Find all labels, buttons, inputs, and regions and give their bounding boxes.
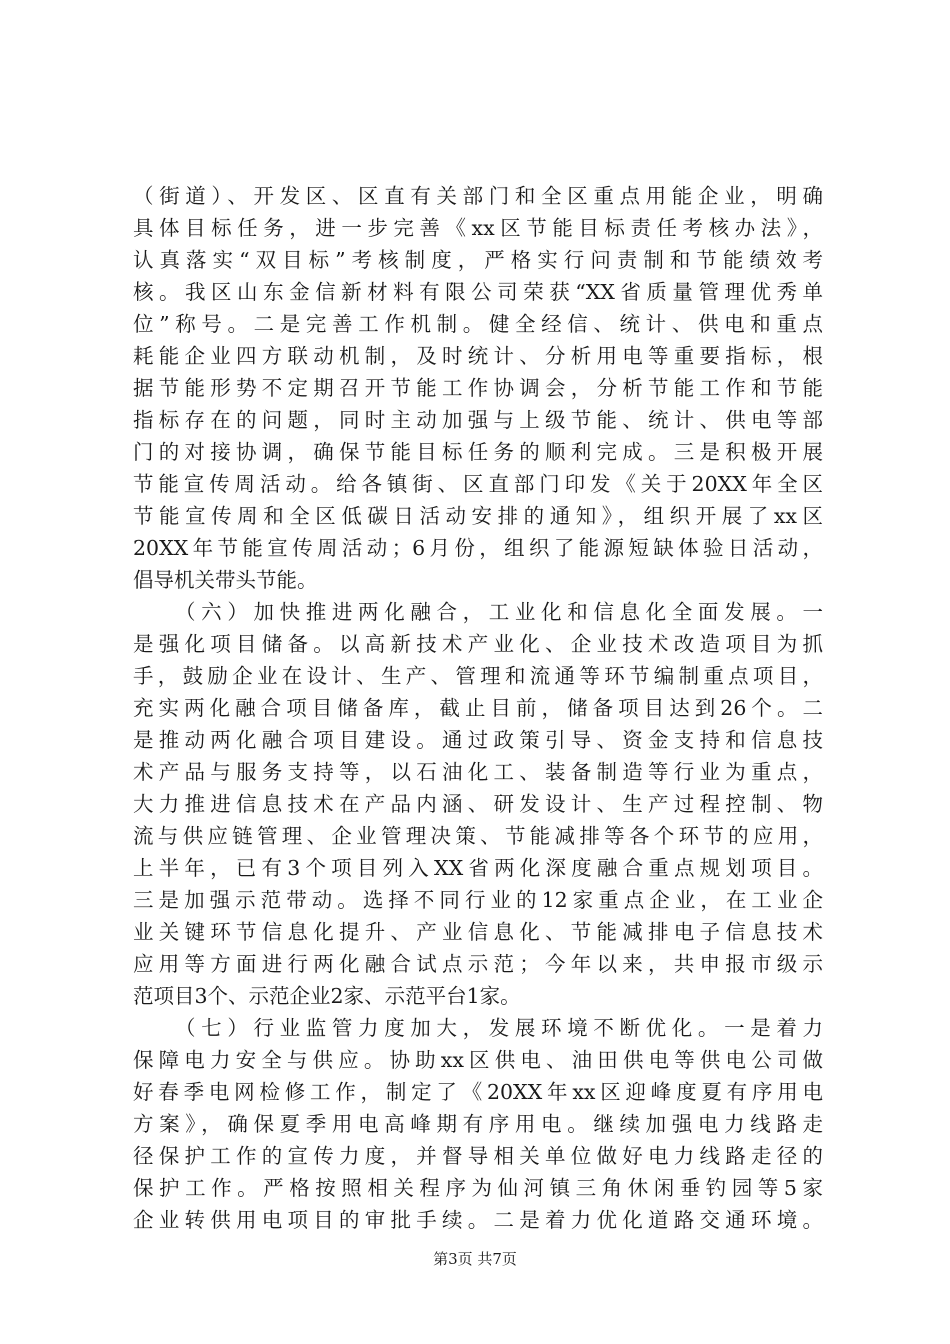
text-line: 范项目3个、示范企业2家、示范平台1家。 — [133, 984, 521, 1008]
text-line: 是强化项目储备。以高新技术产业化、企业技术改造项目为抓 — [133, 632, 823, 656]
text-line: 认真落实“双目标”考核制度，严格实行问责制和节能绩效考 — [133, 248, 823, 272]
text-line: 位”称号。二是完善工作机制。健全经信、统计、供电和重点 — [133, 312, 823, 336]
text-line: 保障电力安全与供应。协助xx区供电、油田供电等供电公司做 — [133, 1048, 823, 1072]
text-line: 节能宣传周活动。给各镇街、区直部门印发《关于20XX年全区 — [133, 472, 823, 496]
text-line: 节能宣传周和全区低碳日活动安排的通知》，组织开展了xx区 — [133, 504, 823, 528]
text-line: 三是加强示范带动。选择不同行业的12家重点企业，在工业企 — [133, 888, 823, 912]
text-line: 据节能形势不定期召开节能工作协调会，分析节能工作和节能 — [133, 376, 823, 400]
text-line: （七）行业监管力度加大，发展环境不断优化。一是着力 — [133, 1016, 823, 1040]
text-line: 是推动两化融合项目建设。通过政策引导、资金支持和信息技 — [133, 728, 823, 752]
page-footer: 第3页 共7页 — [433, 1250, 517, 1268]
text-line: 术产品与服务支持等，以石油化工、装备制造等行业为重点， — [133, 760, 823, 784]
text-line: 应用等方面进行两化融合试点示范；今年以来，共申报市级示 — [133, 952, 823, 976]
text-line: 流与供应链管理、企业管理决策、节能减排等各个环节的应用， — [133, 824, 823, 848]
text-line: 企业转供用电项目的审批手续。二是着力优化道路交通环境。 — [133, 1208, 823, 1232]
text-line: （六）加快推进两化融合，工业化和信息化全面发展。一 — [133, 600, 823, 624]
text-line: 门的对接协调，确保节能目标任务的顺利完成。三是积极开展 — [133, 440, 823, 464]
text-line: 手，鼓励企业在设计、生产、管理和流通等环节编制重点项目， — [133, 664, 823, 688]
text-line: 好春季电网检修工作，制定了《20XX年xx区迎峰度夏有序用电 — [133, 1080, 823, 1104]
body-text — [133, 180, 823, 1236]
text-line: 上半年，已有3个项目列入XX省两化深度融合重点规划项目。 — [133, 856, 823, 880]
text-line: 指标存在的问题，同时主动加强与上级节能、统计、供电等部 — [133, 408, 823, 432]
text-line: 业关键环节信息化提升、产业信息化、节能减排电子信息技术 — [133, 920, 823, 944]
text-line: 大力推进信息技术在产品内涵、研发设计、生产过程控制、物 — [133, 792, 823, 816]
text-line: （街道）、开发区、区直有关部门和全区重点用能企业，明确 — [133, 184, 823, 208]
text-line: 核。我区山东金信新材料有限公司荣获“XX省质量管理优秀单 — [133, 280, 823, 304]
text-line: 充实两化融合项目储备库，截止目前，储备项目达到26个。二 — [133, 696, 823, 720]
text-line: 径保护工作的宣传力度，并督导相关单位做好电力线路走径的 — [133, 1144, 823, 1168]
text-line: 方案》，确保夏季用电高峰期有序用电。继续加强电力线路走 — [133, 1112, 823, 1136]
text-line: 倡导机关带头节能。 — [133, 568, 318, 592]
text-line: 具体目标任务，进一步完善《xx区节能目标责任考核办法》， — [133, 216, 823, 240]
text-line: 耗能企业四方联动机制，及时统计、分析用电等重要指标，根 — [133, 344, 823, 368]
text-line: 20XX年节能宣传周活动；6月份，组织了能源短缺体验日活动， — [133, 536, 823, 560]
text-line: 保护工作。严格按照相关程序为仙河镇三角休闲垂钓园等5家 — [133, 1176, 823, 1200]
